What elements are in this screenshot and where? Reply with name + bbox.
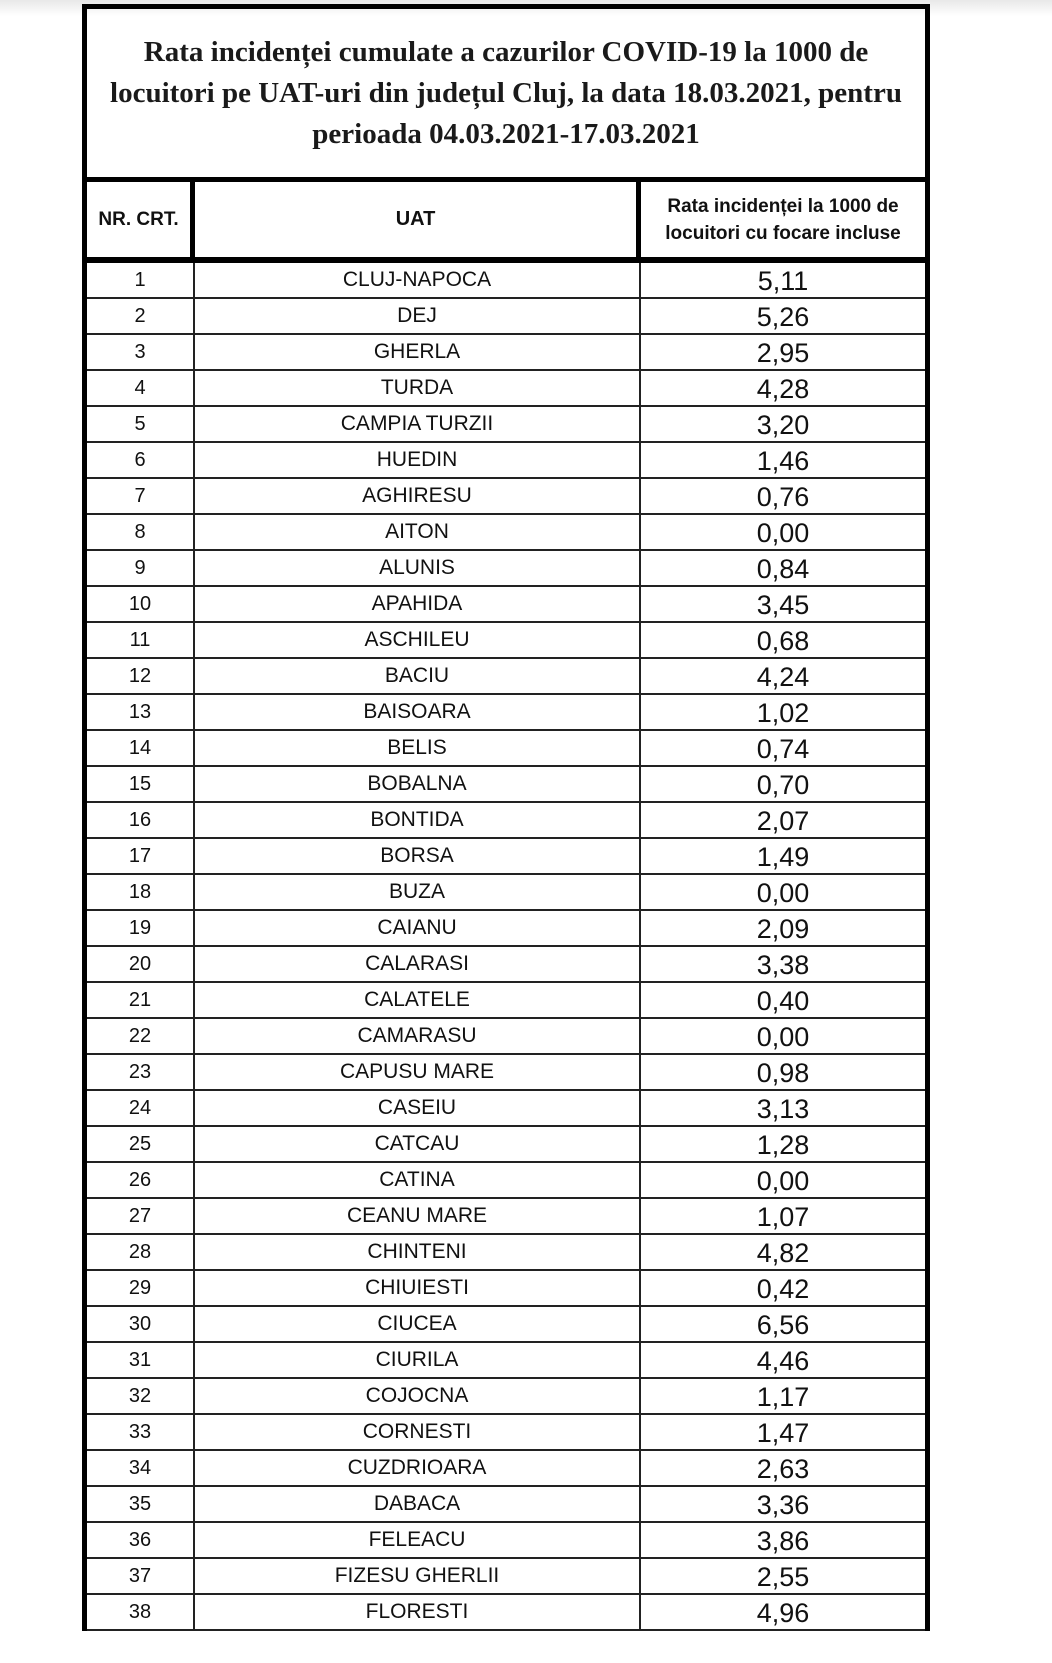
row-rate-value: 0,70: [756, 769, 810, 800]
table-row: [87, 263, 925, 299]
row-uat-name: HUEDIN: [195, 443, 641, 477]
row-number: 7: [87, 479, 195, 513]
table-row: [87, 1415, 925, 1451]
row-rate-value: 0,00: [756, 1021, 810, 1052]
row-rate-value: 1,46: [756, 445, 810, 476]
row-uat-name: FIZESU GHERLII: [195, 1559, 641, 1593]
row-rate-value: 2,09: [756, 913, 810, 944]
row-rate-value: 3,86: [756, 1525, 810, 1556]
row-uat-name: GHERLA: [195, 335, 641, 369]
row-uat-name: CATCAU: [195, 1127, 641, 1161]
row-number: 30: [87, 1307, 195, 1341]
row-number: 10: [87, 587, 195, 621]
table-row: [87, 1163, 925, 1199]
row-rate-value: 0,68: [756, 625, 810, 656]
table-row: [87, 731, 925, 767]
table-row: [87, 839, 925, 875]
table-row: [87, 911, 925, 947]
row-rate-value: 0,00: [756, 1165, 810, 1196]
row-number: 34: [87, 1451, 195, 1485]
row-rate-value: 1,07: [756, 1201, 810, 1232]
row-number: 14: [87, 731, 195, 765]
row-number: 21: [87, 983, 195, 1017]
row-number: 24: [87, 1091, 195, 1125]
row-number: 28: [87, 1235, 195, 1269]
header-uat: UAT: [195, 182, 641, 257]
table-row: [87, 1379, 925, 1415]
table-row: [87, 695, 925, 731]
row-number: 37: [87, 1559, 195, 1593]
row-uat-name: FLORESTI: [195, 1595, 641, 1629]
row-uat-name: CAIANU: [195, 911, 641, 945]
row-uat-name: CHIUIESTI: [195, 1271, 641, 1305]
table-row: [87, 803, 925, 839]
row-number: 6: [87, 443, 195, 477]
table-row: [87, 1271, 925, 1307]
header-rate: Rata incidenței la 1000 de locuitori cu focare incluse: [665, 195, 901, 244]
row-rate-value: 1,02: [756, 697, 810, 728]
table-row: [87, 1307, 925, 1343]
row-rate-value: 1,49: [756, 841, 810, 872]
row-uat-name: FELEACU: [195, 1523, 641, 1557]
row-rate-value: 6,56: [756, 1309, 810, 1340]
row-uat-name: COJOCNA: [195, 1379, 641, 1413]
row-uat-name: CAPUSU MARE: [195, 1055, 641, 1089]
table-body: [87, 262, 925, 1631]
row-number: 38: [87, 1595, 195, 1629]
row-uat-name: DABACA: [195, 1487, 641, 1521]
table-row: [87, 1451, 925, 1487]
row-number: 35: [87, 1487, 195, 1521]
table-row: [87, 659, 925, 695]
row-number: 23: [87, 1055, 195, 1089]
row-uat-name: CLUJ-NAPOCA: [195, 263, 641, 297]
row-rate-value: 0,98: [756, 1057, 810, 1088]
row-number: 25: [87, 1127, 195, 1161]
row-uat-name: CAMARASU: [195, 1019, 641, 1053]
row-number: 1: [87, 263, 195, 297]
row-rate-value: 1,17: [756, 1381, 810, 1412]
row-rate-value: 3,13: [756, 1093, 810, 1124]
table-row: [87, 875, 925, 911]
row-uat-name: BELIS: [195, 731, 641, 765]
table-row: [87, 623, 925, 659]
table-row: [87, 299, 925, 335]
table-header: [87, 182, 925, 262]
row-uat-name: CHINTENI: [195, 1235, 641, 1269]
table-row: [87, 1595, 925, 1631]
row-rate-value: 1,28: [756, 1129, 810, 1160]
row-uat-name: BAISOARA: [195, 695, 641, 729]
row-number: 8: [87, 515, 195, 549]
row-rate-value: 1,47: [756, 1417, 810, 1448]
row-rate-value: 4,82: [756, 1237, 810, 1268]
row-rate-value: 3,38: [756, 949, 810, 980]
row-rate-value: 4,28: [756, 373, 810, 404]
row-uat-name: CORNESTI: [195, 1415, 641, 1449]
row-number: 16: [87, 803, 195, 837]
row-number: 20: [87, 947, 195, 981]
table-row: [87, 1487, 925, 1523]
table-row: [87, 335, 925, 371]
row-rate-value: 2,07: [756, 805, 810, 836]
row-rate-value: 0,00: [756, 517, 810, 548]
row-number: 26: [87, 1163, 195, 1197]
table-row: [87, 515, 925, 551]
row-rate-value: 0,40: [756, 985, 810, 1016]
row-number: 29: [87, 1271, 195, 1305]
row-number: 36: [87, 1523, 195, 1557]
row-rate-value: 5,11: [757, 265, 809, 296]
row-number: 11: [87, 623, 195, 657]
incidence-table: [82, 4, 930, 1631]
row-uat-name: CALATELE: [195, 983, 641, 1017]
row-uat-name: TURDA: [195, 371, 641, 405]
table-row: [87, 983, 925, 1019]
row-number: 33: [87, 1415, 195, 1449]
row-uat-name: APAHIDA: [195, 587, 641, 621]
row-uat-name: CUZDRIOARA: [195, 1451, 641, 1485]
table-row: [87, 1523, 925, 1559]
row-uat-name: AGHIRESU: [195, 479, 641, 513]
row-number: 18: [87, 875, 195, 909]
table-row: [87, 371, 925, 407]
row-uat-name: DEJ: [195, 299, 641, 333]
table-row: [87, 947, 925, 983]
table-row: [87, 1091, 925, 1127]
row-rate-value: 3,45: [756, 589, 810, 620]
row-number: 22: [87, 1019, 195, 1053]
table-row: [87, 1343, 925, 1379]
row-rate-value: 4,46: [756, 1345, 810, 1376]
row-rate-value: 0,00: [756, 877, 810, 908]
row-rate-value: 0,76: [756, 481, 810, 512]
row-number: 5: [87, 407, 195, 441]
row-number: 2: [87, 299, 195, 333]
row-rate-value: 3,20: [756, 409, 810, 440]
table-row: [87, 551, 925, 587]
row-uat-name: CASEIU: [195, 1091, 641, 1125]
row-uat-name: BONTIDA: [195, 803, 641, 837]
table-row: [87, 1199, 925, 1235]
row-number: 32: [87, 1379, 195, 1413]
row-uat-name: BOBALNA: [195, 767, 641, 801]
row-uat-name: BORSA: [195, 839, 641, 873]
row-number: 3: [87, 335, 195, 369]
row-rate-value: 2,63: [756, 1453, 810, 1484]
row-rate-value: 2,95: [756, 337, 810, 368]
row-number: 13: [87, 695, 195, 729]
row-uat-name: CATINA: [195, 1163, 641, 1197]
row-uat-name: CIURILA: [195, 1343, 641, 1377]
row-rate-value: 0,74: [756, 733, 810, 764]
row-uat-name: BACIU: [195, 659, 641, 693]
row-number: 9: [87, 551, 195, 585]
row-number: 17: [87, 839, 195, 873]
table-row: [87, 479, 925, 515]
document-title: Rata incidenței cumulate a cazurilor COVID-19 la 1000 de locuitori pe UAT-uri din județul Cluj, la data 18.03.2021, pentru perioada 04.03.2021-17.03.2021: [110, 35, 902, 150]
table-row: [87, 1019, 925, 1055]
row-number: 12: [87, 659, 195, 693]
row-rate-value: 4,96: [756, 1597, 810, 1628]
table-row: [87, 767, 925, 803]
table-row: [87, 1127, 925, 1163]
row-uat-name: CEANU MARE: [195, 1199, 641, 1233]
row-number: 19: [87, 911, 195, 945]
table-row: [87, 1559, 925, 1595]
header-nr-crt: NR. CRT.: [87, 182, 195, 257]
table-row: [87, 1055, 925, 1091]
row-number: 15: [87, 767, 195, 801]
row-number: 27: [87, 1199, 195, 1233]
row-rate-value: 0,42: [756, 1273, 810, 1304]
table-row: [87, 407, 925, 443]
row-uat-name: CALARASI: [195, 947, 641, 981]
row-rate-value: 2,55: [756, 1561, 810, 1592]
table-row: [87, 587, 925, 623]
row-rate-value: 0,84: [756, 553, 810, 584]
row-uat-name: BUZA: [195, 875, 641, 909]
row-rate-value: 4,24: [756, 661, 810, 692]
row-number: 4: [87, 371, 195, 405]
row-uat-name: CAMPIA TURZII: [195, 407, 641, 441]
row-uat-name: ASCHILEU: [195, 623, 641, 657]
row-uat-name: AITON: [195, 515, 641, 549]
row-uat-name: ALUNIS: [195, 551, 641, 585]
row-rate-value: 3,36: [756, 1489, 810, 1520]
title-box: [87, 9, 925, 182]
table-row: [87, 1235, 925, 1271]
row-rate-value: 5,26: [756, 301, 810, 332]
table-row: [87, 443, 925, 479]
row-uat-name: CIUCEA: [195, 1307, 641, 1341]
row-number: 31: [87, 1343, 195, 1377]
